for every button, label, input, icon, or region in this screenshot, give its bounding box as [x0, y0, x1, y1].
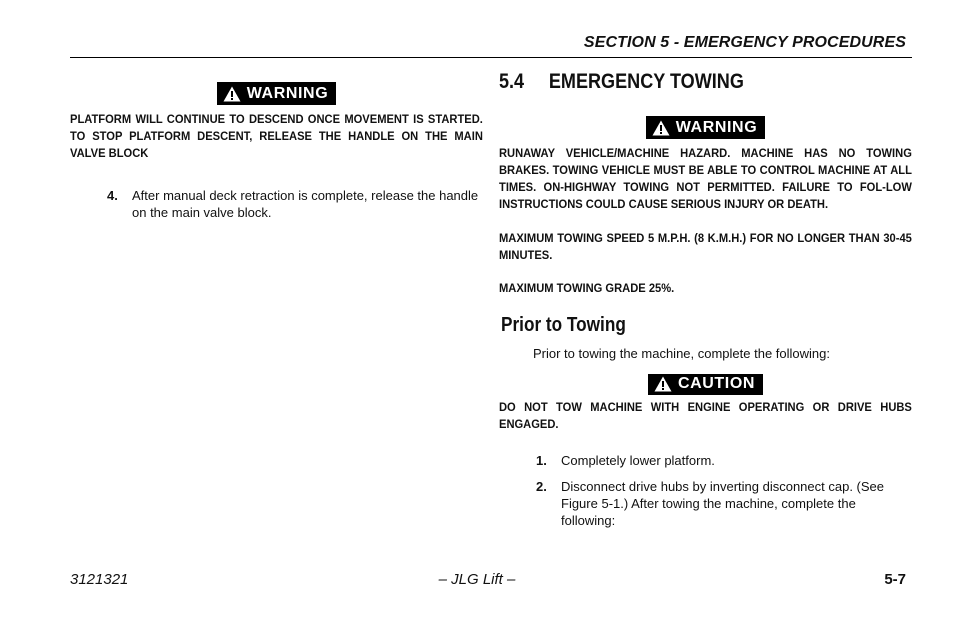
left-warning-label-text: WARNING — [246, 84, 329, 102]
step-number: 1. — [536, 452, 547, 468]
warning-triangle-icon — [654, 376, 672, 392]
footer-page-number: 5-7 — [884, 571, 906, 588]
section-header-title: SECTION 5 - EMERGENCY PROCEDURES — [583, 34, 906, 51]
step-number: 4. — [107, 188, 118, 204]
towing-grade-text: MAXIMUM TOWING GRADE 25%. — [499, 281, 675, 296]
step-number: 2. — [536, 478, 547, 494]
step-text: After manual deck retraction is complete, release the handle on the main valve block. — [132, 188, 479, 221]
section-heading — [499, 70, 854, 94]
caution-label-text: CAUTION — [677, 375, 756, 393]
section-number: 5.4 — [499, 70, 525, 93]
left-warning-label — [217, 82, 337, 105]
right-warning-label — [646, 116, 766, 139]
right-warning-label-text: WARNING — [675, 118, 758, 136]
header-divider — [70, 57, 912, 58]
caution-text: DO NOT TOW MACHINE WITH ENGINE OPERATING OR DRIVE HUBS ENGAGED. — [499, 400, 912, 432]
left-warning-text: PLATFORM WILL CONTINUE TO DESCEND ONCE MOVEMENT IS STARTED. TO STOP PLATFORM DESCENT, RELEASE THE HANDLE ON THE MAIN VALVE BLOCK — [70, 111, 483, 161]
left-step-4 — [107, 187, 483, 221]
caution-label — [648, 374, 763, 395]
warning-triangle-icon — [652, 120, 670, 136]
step-text: Completely lower platform. — [561, 452, 715, 468]
towing-speed-text: MAXIMUM TOWING SPEED 5 M.P.H. (8 K.M.H.) FOR NO LONGER THAN 30-45 MINUTES. — [499, 230, 912, 262]
footer-center-text: – JLG Lift – — [438, 571, 516, 588]
warning-triangle-icon — [223, 86, 241, 102]
towing-step-1 — [536, 452, 912, 469]
left-column — [70, 82, 483, 221]
prior-intro-text: Prior to towing the machine, complete the following: — [533, 345, 830, 361]
towing-step-2 — [536, 478, 912, 529]
section-heading-title: EMERGENCY TOWING — [548, 70, 744, 93]
towing-warning-text: RUNAWAY VEHICLE/MACHINE HAZARD. MACHINE HAS NO TOWING BRAKES. TOWING VEHICLE MUST BE ABLE TO CONTROL MACHINE AT ALL TIMES. ON-HIGHWAY TOWING NOT PERMITTED. FAILURE TO FOL-LOW INSTRUCTIONS COULD CAUSE SERIOUS INJURY OR DEATH. — [499, 145, 912, 212]
step-text: Disconnect drive hubs by inverting disconnect cap. (See Figure 5-1.) After towing the machine, complete the following: — [561, 478, 885, 528]
right-warning-label-wrap — [499, 116, 912, 141]
left-warning-label-wrap — [70, 82, 483, 107]
caution-label-wrap — [499, 374, 912, 398]
right-column — [499, 70, 912, 529]
prior-to-towing-heading: Prior to Towing — [501, 313, 626, 336]
footer-doc-number: 3121321 — [70, 571, 129, 588]
